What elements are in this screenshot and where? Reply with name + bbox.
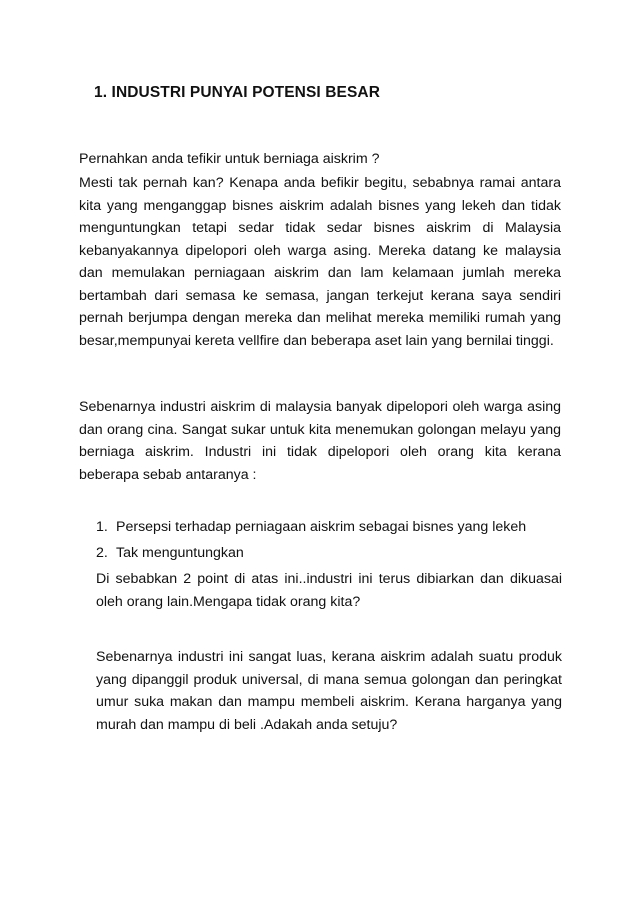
- list-item: [96, 516, 562, 539]
- list-number: 2.: [96, 545, 108, 561]
- paragraph-3: Di sebabkan 2 point di atas ini..industri ini terus dibiarkan dan dikuasai oleh orang lain.Mengapa tidak orang kita?: [96, 571, 562, 610]
- intro-question: Pernahkan anda tefikir untuk berniaga aiskrim ?: [79, 151, 380, 167]
- reason-list-item-2: [96, 542, 562, 565]
- reason-list-item-1: [96, 516, 562, 539]
- paragraph-1: Mesti tak pernah kan? Kenapa anda befikir begitu, sebabnya ramai antara kita yang menganggap bisnes aiskrim adalah bisnes yang lekeh dan tidak menguntungkan tetapi sedar tidak sedar bisnes aiskrim di Malaysia kebanyakannya dipelopori oleh warga asing. Mereka datang ke malaysia dan memulakan perniagaan aiskrim dan lam kelamaan jumlah mereka bertambah dari semasa ke semasa, jangan terkejut kerana saya sendiri pernah berjumpa dengan mereka dan melihat mereka memiliki rumah yang besar,mempunyai kereta vellfire dan beberapa aset lain yang bernilai tinggi.: [79, 175, 561, 349]
- paragraph-2: Sebenarnya industri aiskrim di malaysia banyak dipelopori oleh warga asing dan orang cina. Sangat sukar untuk kita menemukan golongan melayu yang berniaga aiskrim. Industri ini tidak dipelopori oleh orang kita kerana beberapa sebab antaranya :: [79, 399, 561, 483]
- section-heading: 1. INDUSTRI PUNYAI POTENSI BESAR: [94, 84, 380, 101]
- list-text: Tak menguntungkan: [116, 545, 244, 561]
- list-text: Persepsi terhadap perniagaan aiskrim sebagai bisnes yang lekeh: [116, 519, 527, 535]
- list-item: [96, 542, 562, 565]
- paragraph-4: Sebenarnya industri ini sangat luas, kerana aiskrim adalah suatu produk yang dipanggil produk universal, di mana semua golongan dan peringkat umur suka makan dan mampu membeli aiskrim. Kerana harganya yang murah dan mampu di beli .Adakah anda setuju?: [96, 649, 562, 733]
- list-number: 1.: [96, 519, 108, 535]
